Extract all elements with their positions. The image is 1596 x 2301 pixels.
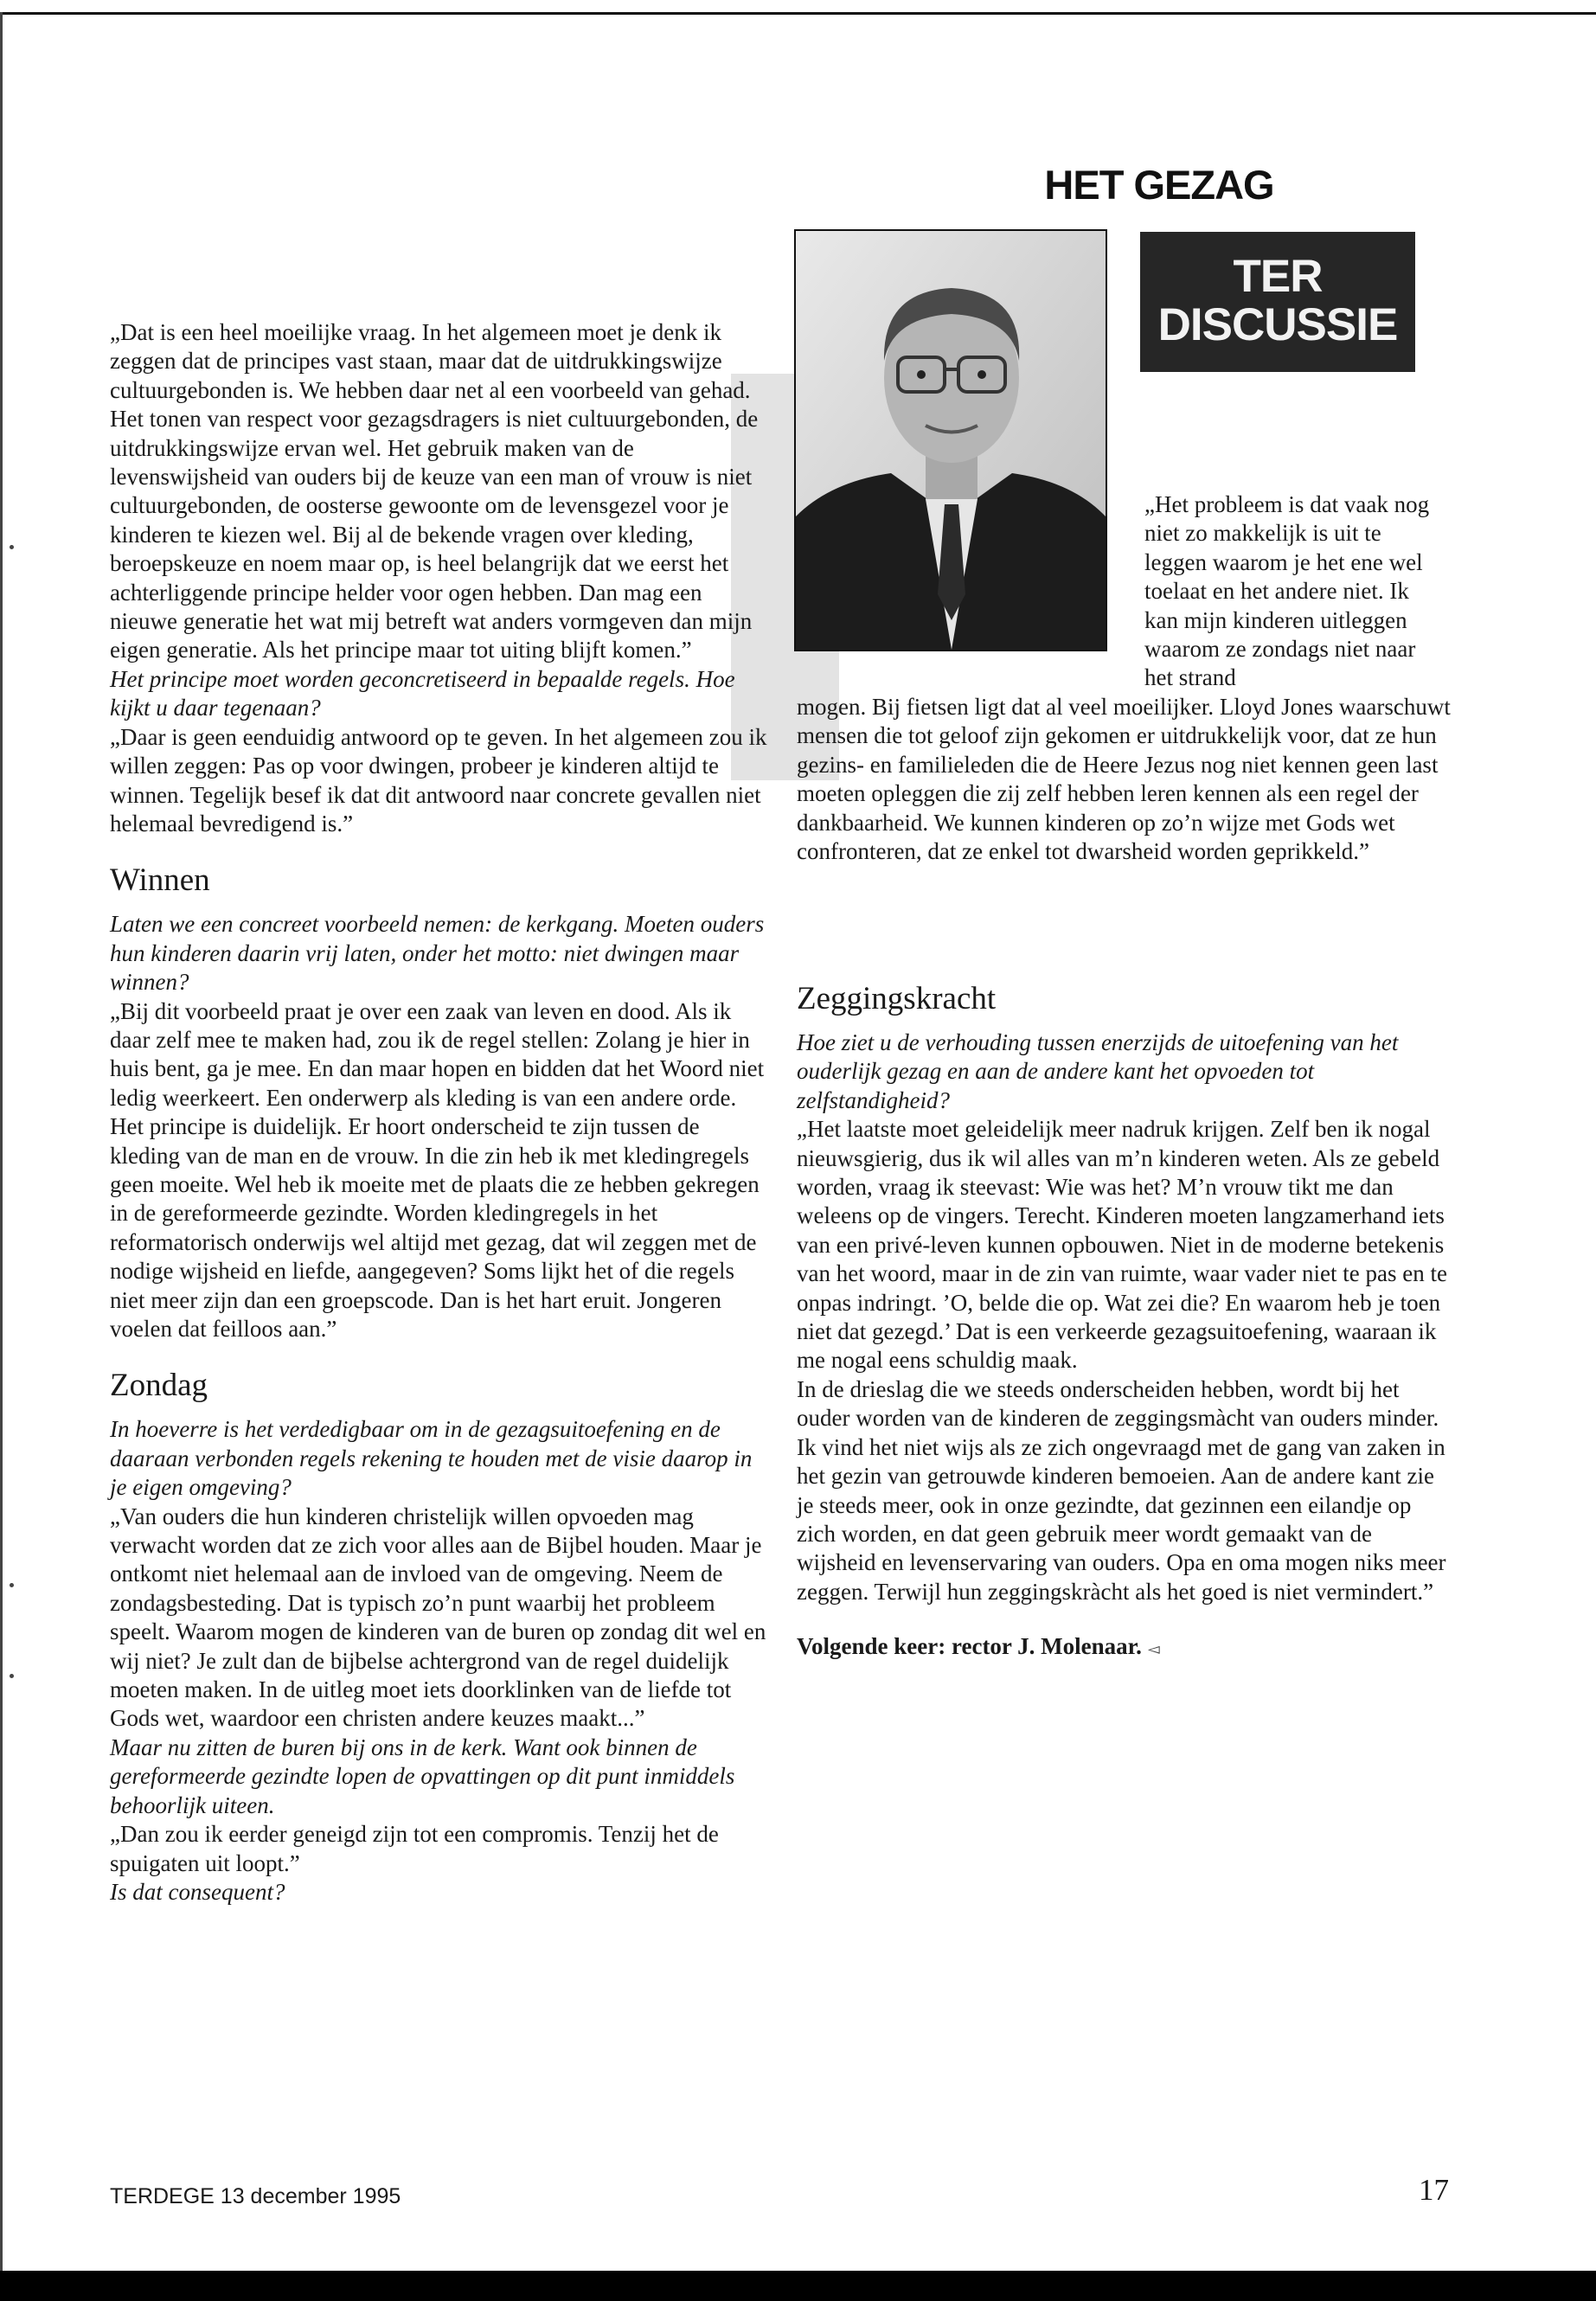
portrait-photo: [794, 229, 1107, 651]
ter-discussie-badge: [1140, 232, 1415, 372]
question-paragraph: In hoeverre is het verdedigbaar om in de gezagsuitoefening en de daaraan verbonden regels rekening te houden met de visie daarop in je eigen omgeving?: [110, 1416, 753, 1501]
question-paragraph: Het principe moet worden geconcretiseerd in bepaalde regels. Hoe kijkt u daar tegenaan?: [110, 665, 735, 721]
subheading-zeggingskracht: Zeggingskracht: [797, 981, 997, 1016]
answer-paragraph: „Het laatste moet geleidelijk meer nadruk krijgen. Zelf ben ik nogal nieuwsgierig, dus ik wil alles van m’n kinderen weten. Als ze gebeld worden, vraag ik steevast: Wie was het? M’n vrouw tikt me dan weleens op de vingers. Terecht. Kinderen moeten langzamerhand iets van een privé-leven kunnen opbouwen. Niet in de moderne betekenis van het woord, maar in de zin van ruimte, waar vader niet te pas en te onpas indringt. ’O, belde die op. Wat zei die? En waarom heb je toen niet dat gezegd.’ Dat is een verkeerde gezagsuitoefening, waaraan ik me nogal eens schuldig maak.: [797, 1116, 1447, 1374]
top-rule: [0, 12, 1596, 15]
end-mark-icon: ◅: [1147, 1640, 1160, 1658]
quote-continuation: mogen. Bij fietsen ligt dat al veel moeilijker. Lloyd Jones waarschuwt mensen die tot geloof zijn gekomen er uitdrukkelijk voor, dat ze hun gezins- en familieleden die de Heere Jezus nog niet kennen geen last moeten opleggen die zij zelf hebben leren kennen als een regel der dankbaarheid. We kunnen kinderen op zo’n wijze met Gods wet confronteren, dat ze enkel tot dwarsheid worden geprikkeld.”: [797, 694, 1451, 865]
right-column: [797, 980, 1454, 1664]
page-number: 17: [1419, 2173, 1449, 2207]
portrait-photo-icon: [796, 231, 1106, 650]
next-issue-text: Volgende keer: rector J. Molenaar.: [797, 1633, 1142, 1660]
section-title: HET GEZAG: [1044, 162, 1274, 208]
question-paragraph: Hoe ziet u de verhouding tussen enerzijds de uitoefening van het ouderlijk gezag en aan de andere kant het opvoeden tot zelfstandigheid?: [797, 1029, 1399, 1113]
footer-publication: TERDEGE 13 december 1995: [110, 2184, 401, 2208]
left-column: [110, 318, 767, 1907]
answer-paragraph: In de drieslag die we steeds onderscheiden hebben, wordt bij het ouder worden van de kinderen de zeggingsmàcht van ouders minder. Ik vind het niet wijs als ze zich ongevraagd met de gang van zaken in het gezin van getrouwde kinderen bemoeien. Aan de andere kant zie je steeds meer, ook in onze gezindte, dat gezinnen een eilandje op zich worden, en dat geen gebruik meer wordt gemaakt van de wijsheid en levenservaring van ouders. Opa en oma mogen niks meer zeggen. Terwijl hun zeggingskràcht als het goed is niet vermindert.”: [797, 1375, 1446, 1605]
subheading-winnen: Winnen: [110, 862, 210, 899]
page-edge: [0, 12, 3, 2271]
margin-dot: [10, 545, 14, 549]
badge-line-2: DISCUSSIE: [1157, 299, 1398, 350]
question-paragraph: Maar nu zitten de buren bij ons in de kerk. Want ook binnen de gereformeerde gezindte lopen de opvattingen op dit punt inmiddels behoorlijk uiteen.: [110, 1734, 735, 1818]
margin-dot: [10, 1674, 14, 1678]
question-paragraph: Is dat consequent?: [110, 1878, 285, 1905]
next-issue-note: [797, 1632, 1454, 1663]
subheading-zondag: Zondag: [110, 1368, 208, 1404]
answer-paragraph: „Bij dit voorbeeld praat je over een zaak van leven en dood. Als ik daar zelf mee te maken had, zou ik de regel stellen: Zolang je hier in huis bent, ga je mee. En dan maar hopen en bidden dat het Woord niet ledig weerkeert. Een onderwerp als kleding is van een andere orde. Het principe is duidelijk. Er hoort onderscheid te zijn tussen de kleding van de man en de vrouw. In die zin heb ik met kledingregels geen moeite. Wel heb ik moeite met de plaats die ze hebben gekregen in de gereformeerde gezindte. Worden kledingregels in het reformatorisch onderwijs wel altijd met gezag, dat wil zeggen met de nodige wijsheid en liefde, aangegeven? Soms lijkt het of die regels niet meer zijn dan een groepscode. Dan is het hart eruit. Jongeren voelen dat feilloos aan.”: [110, 997, 765, 1342]
answer-paragraph: „Dat is een heel moeilijke vraag. In het algemeen moet je denk ik zeggen dat de principes vast staan, maar dat de uitdrukkingswijze cultuurgebonden is. We hebben daar net al een voorbeeld van gehad. Het tonen van respect voor gezagsdragers is niet cultuurgebonden, de uitdrukkingswijze ervan wel. Het gebruik maken van de levenswijsheid van ouders bij de keuze van een man of vrouw is niet cultuurgebonden, de oosterse gewoonte om de levensgezel voor je kinderen te kiezen wel. Bij al de bekende vragen over kleding, beroepskeuze en noem maar op, is heel belangrijk dat we eerst het achterliggende principe helder voor ogen hebben. Dan mag een nieuwe generatie het wat mij betreft wat anders vormgeven dan mijn eigen generatie. Als het principe maar tot uiting blijft komen.”: [110, 319, 759, 663]
answer-paragraph: „Dan zou ik eerder geneigd zijn tot een compromis. Tenzij het de spuigaten uit loopt.”: [110, 1821, 719, 1876]
badge-line-1: TER: [1233, 251, 1323, 302]
answer-paragraph: „Van ouders die hun kinderen christelijk willen opvoeden mag verwacht worden dat ze zich voor alles aan de Bijbel houden. Maar je ontkomt niet helemaal aan de invloed van de omgeving. Neem de zondagsbesteding. Dat is typisch zo’n punt waarbij het probleem speelt. Waarom mogen de kinderen van de buren op zondag dit wel en wij niet? Je zult dan de bijbelse achtergrond van de regel duidelijk moeten maken. In de uitleg moet iets doorklinken van de liefde tot Gods wet, waardoor een christen andere keuzes maakt...”: [110, 1503, 766, 1732]
answer-paragraph: „Daar is geen eenduidig antwoord op te geven. In het algemeen zou ik willen zeggen: Pas op voor dwingen, probeer je kinderen altijd te winnen. Tegelijk besef ik dat dit antwoord naar concrete gevallen niet helemaal bevredigend is.”: [110, 723, 767, 836]
margin-dot: [10, 1583, 14, 1587]
question-paragraph: Laten we een concreet voorbeeld nemen: de kerkgang. Moeten ouders hun kinderen daarin vrij laten, onder het motto: niet dwingen maar winnen?: [110, 911, 765, 996]
quote-beside-photo: „Het probleem is dat vaak nog niet zo makkelijk is uit te leggen waarom je het ene wel toelaat en het andere niet. Ik kan mijn kinderen uitleggen waarom ze zondags niet naar het strand: [1144, 491, 1430, 691]
bottom-bar: [0, 2271, 1596, 2301]
